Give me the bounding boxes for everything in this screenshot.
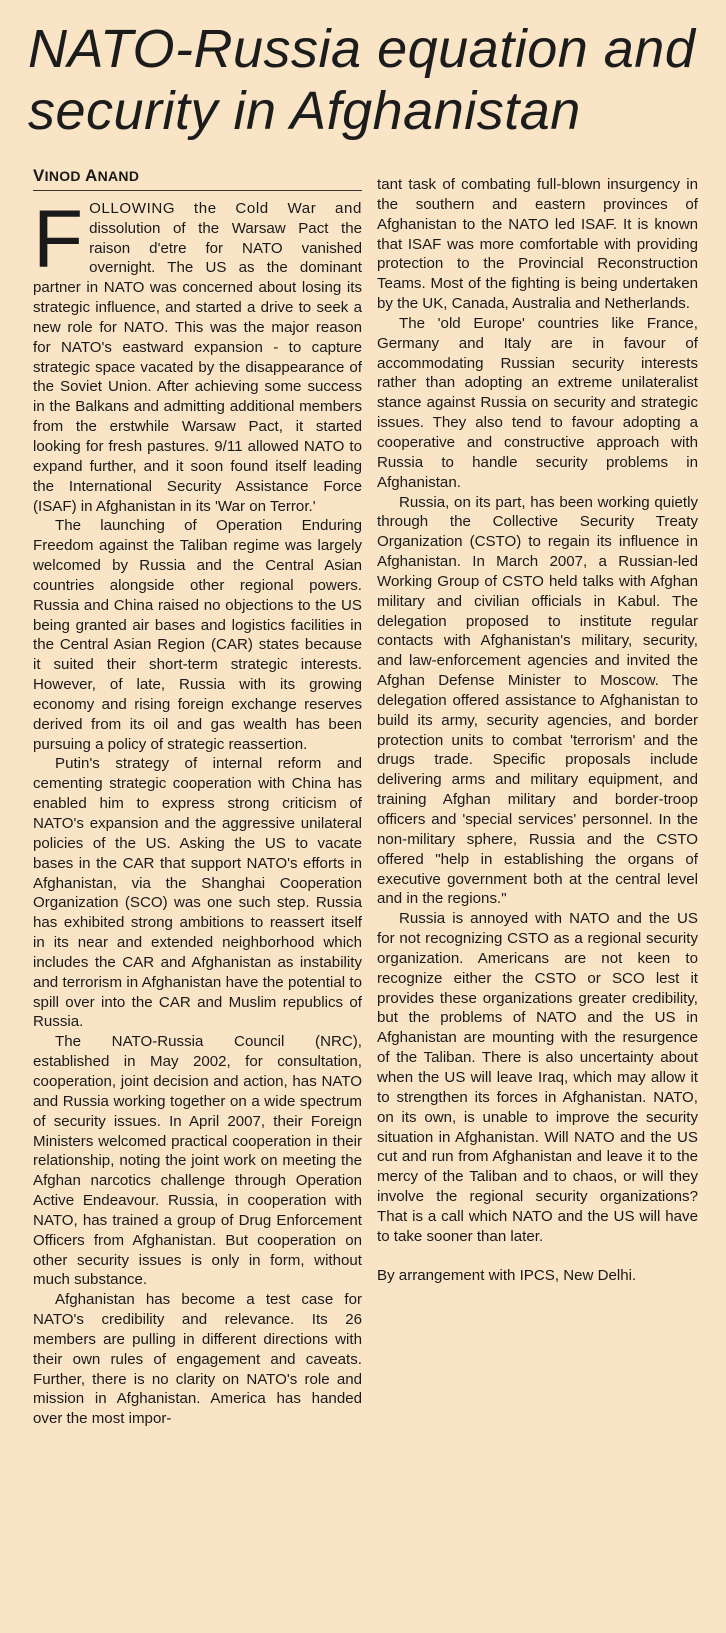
paragraph-5: Afghanistan has become a test case for NATO's credibility and relevance. Its 26 members are pulling in different directions with their own rules of engagement and caveats. Further, there is no clarity on NATO's role and mission in Afghanistan. America has handed over the most impor- [33,1291,362,1428]
right-column [377,175,698,1285]
headline [28,18,718,142]
paragraph-2: The launching of Operation Enduring Freedom against the Taliban regime was largely welcomed by Russia and the Central Asian countries alongside other regional powers. Russia and China raised no objections to the US being granted air bases and logistics facilities in the Central Asian Region (CAR) states because it suited their short-term strategic interests. However, of late, Russia with its growing economy and rising foreign exchange reserves derived from its oil and gas wealth has been pursuing a policy of strategic reassertion. [33,517,362,753]
byline-initial-1: V [33,166,45,185]
paragraph-5-continued: tant task of combating full-blown insurgency in the southern and eastern provinces of Afghanistan to the NATO led ISAF. It is known that ISAF was more comfortable with providing protection to the Provincial Reconstruction Teams. Most of the fighting is being undertaken by the UK, Canada, Australia and Netherlands. [377,176,698,313]
paragraph-6: The 'old Europe' countries like France, Germany and Italy are in favour of accommodating Russian security interests rather than adopting an extreme unilateralist stance against Russia on security and strategic issues. They also tend to favour adopting a cooperative and constructive approach with Russia to handle security problems in Afghanistan. [377,314,698,491]
paragraph-1-body: dissolution of the Warsaw Pact the raison d'etre for NATO vanished overnight. The US as the dominant partner in NATO was concerned about losing its strategic influence, and started a drive to seek a new role for NATO. This was the major reason for NATO's eastward expansion - to capture strategic space vacated by the disappearance of the Soviet Union. After achieving some success in the Balkans and admitting additional members from the erstwhile Warsaw Pact, it started looking for fresh pastures. 9/11 allowed NATO to expand further, and it soon found itself leading the International Security Assistance Force (ISAF) in Afghanistan in its 'War on Terror.' [33,219,362,515]
byline-initial-2: A [85,166,98,185]
byline-part-1: INOD [44,168,86,184]
paragraph-7: Russia, on its part, has been working quietly through the Collective Security Treaty Organization (CSTO) to regain its influence in Afghanistan. In March 2007, a Russian-led Working Group of CSTO held talks with Afghan military and civilian officials in Kabul. The delegation proposed to institute regular contacts with Afghanistan's military, security, and law-enforcement agencies and invited the Afghan Defense Minister to Moscow. The delegation offered assistance to Afghanistan to build its army, security agencies, and border protection units to combat 'terrorism' and the drugs trade. Specific proposals include delivering arms and military equipment, and training Afghan military and border-troop officers and 'special services' personnel. In the non-military sphere, Russia and the CSTO offered "help in establishing the organs of executive government both at the central level and in the regions." [377,493,698,908]
source-credit: By arrangement with IPCS, New Delhi. [377,1266,637,1284]
drop-cap: F [33,193,84,285]
left-column [33,166,362,1429]
paragraph-8: Russia is annoyed with NATO and the US for not recognizing CSTO as a regional security organization. Americans are not keen to recognize either the CSTO or SCO lest it provides these organizations greater credibility, but the problems of NATO and the US in Afghanistan are mounting with the resurgence of the Taliban. There is also uncertainty about when the US will leave Iraq, which may allow it to strengthen its forces in Afghanistan. NATO, on its own, is unable to improve the security situation in Afghanistan. Will NATO and the US cut and run from Afghanistan and leave it to the mercy of the Taliban and to chaos, or will they involve the regional security organizations? That is a call which NATO and the US will have to take sooner than later. [377,910,698,1245]
paragraph-1-lead: OLLOWING the Cold War and [89,199,362,217]
headline-line-2: security in Afghanistan [28,81,581,141]
paragraph-1 [33,193,362,517]
paragraph-3: Putin's strategy of internal reform and cementing strategic cooperation with China has enabled him to express strong criticism of NATO's expansion and the aggressive unilateral policies of the US. Asking the US to vacate bases in the CAR that support NATO's efforts in Afghanistan, via the Shanghai Cooperation Organization (SCO) was one such step. Russia has exhibited strong ambitions to reassert itself in its near and extended neighborhood which includes the CAR and Afghanistan as instability and terrorism in Afghanistan have the potential to spill over into the CAR and Muslim republics of Russia. [33,755,362,1031]
paragraph-4: The NATO-Russia Council (NRC), established in May 2002, for consultation, cooperation, joint decision and action, has NATO and Russia working together on a wide spectrum of security issues. In April 2007, their Foreign Ministers welcomed practical cooperation in their relationship, noting the joint work on meeting the Afghan narcotics challenge through Operation Active Endeavour. Russia, in cooperation with NATO, has trained a group of Drug Enforcement Officers from Afghanistan. But cooperation on other security issues is only in form, without much substance. [33,1033,362,1289]
byline-part-2: NAND [97,168,140,184]
byline [33,166,362,191]
headline-line-1: NATO-Russia equation and [28,19,696,79]
